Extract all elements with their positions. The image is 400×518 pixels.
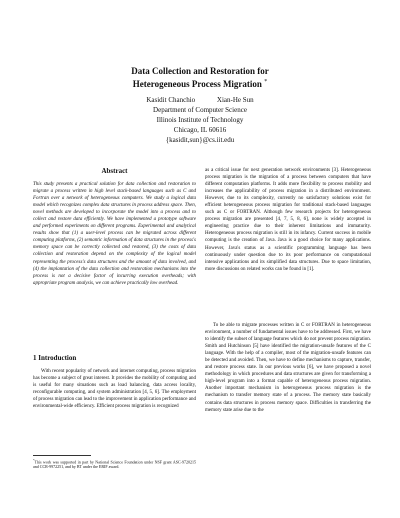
title-footnote-mark: *: [264, 79, 268, 85]
footnote-mark: *: [33, 458, 35, 462]
section-heading-introduction: 1 Introduction: [33, 354, 77, 362]
affiliation-department: Department of Computer Science: [153, 106, 247, 114]
author-name: Xian-He Sun: [216, 96, 254, 104]
right-paragraph-2: To be able to migrate processes written in C or FORTRAN in heterogeneous environment, a number of fundamental issues have to be addressed. First, we have to identify the subset of language features which do not prevent process migration. Smith and Hutchinson [5] have identified the migration-unsafe features of the C language. With the help of a compiler, most of the migration-unsafe features can be detected and avoided. Then, we have to define mechanisms to capture, transfer, and restore process state. In our previous works [6], we have proposed a novel methodology in which procedures and data structures are given for transforming a high-level program into a format capable of heterogeneous process migration. Another important mechanism in heterogeneous process migration is the mechanism to transfer memory state of a process. The memory state basically contains data structures in process memory space. Difficulties in transferring the memory state arise due to the: [205, 323, 371, 413]
footnote: [33, 458, 196, 469]
affiliation-city: Chicago, IL 60616: [173, 126, 227, 134]
right-column: [205, 0, 371, 518]
introduction-body: With recent popularity of network and internet computing, process migration has become a subject of great interest. It provides the mobility of computing and is useful for many situations such as load balancing, data access locality, reconfigurable computing, and system administration [4, 5, 6]. The employment of process migration can lead to the improvement in application performance and environmental-wide efficiency. Efficient process migration is recognized: [33, 369, 196, 410]
author-name: Kasidit Chanchio: [146, 96, 196, 104]
affiliation-institution: Illinois Institute of Technology: [156, 116, 244, 124]
footnote-rule: [33, 455, 91, 456]
right-paragraph-1: as a critical issue for next generation network environments [3]. Heterogeneous process migration is the migration of a process between computers that have different computation platforms. It adds more flexibility to process mobility and increases the applicability of process migration in a distributed environment. However, due to its complexity, currently no satisfactory solutions exist for efficient heterogeneous process migration for traditional stack-based languages such as C or FORTRAN. Although few research projects for heterogeneous process migration are presented [4, 7, 5, 8, 6], none is widely accepted in engineering practice due to their inherent limitations and immaturity. Heterogeneous process migration is still in its infancy. Current success in mobile computing is the creation of Java. Java is a good choice for many applications. However, Java's status as a scientific programming language has been continuously under question due to its poor performance on computational intensive applications and its simplified data structures. Due to space limitation, more discussions on related works can be found in [1].: [205, 168, 371, 272]
left-column: [33, 0, 196, 518]
author-email: {kasidit,sun}@cs.iit.edu: [165, 136, 235, 144]
abstract-heading: Abstract: [101, 167, 128, 175]
title-line-1: Data Collection and Restoration for: [131, 66, 269, 76]
abstract-body: This study presents a practical solution for data collection and restoration to migrate a process written in high level stack-based languages such as C and Fortran over a network of heterogeneous computers. We study a logical data model which recognizes complex data structures in process address space. Then, novel methods are developed to incorporate the model into a process and to collect and restore data efficiently. We have implemented a prototype software and performed experiments on different programs. Experimental and analytical results show that (1) a user-level process can be migrated across different computing platforms, (2) semantic information of data structures in the process's memory space can be correctly collected and restored, (3) the costs of data collection and restoration depend on the complexity of the logical model representing the process's data structures and the amount of data involved, and (4) the implantation of the data collection and restoration mechanisms into the process is not a decisive factor of incurring execution overheads; with appropriate program analysis, we can achieve practically low overhead.: [33, 182, 196, 286]
footnote-text: This work was supported in part by National Science Foundation under NSF grant ASC-9720215 and CCR-9972251, and by BT under the ERIF award.: [33, 459, 196, 470]
title-line-2: Heterogeneous Process Migration: [132, 79, 262, 89]
